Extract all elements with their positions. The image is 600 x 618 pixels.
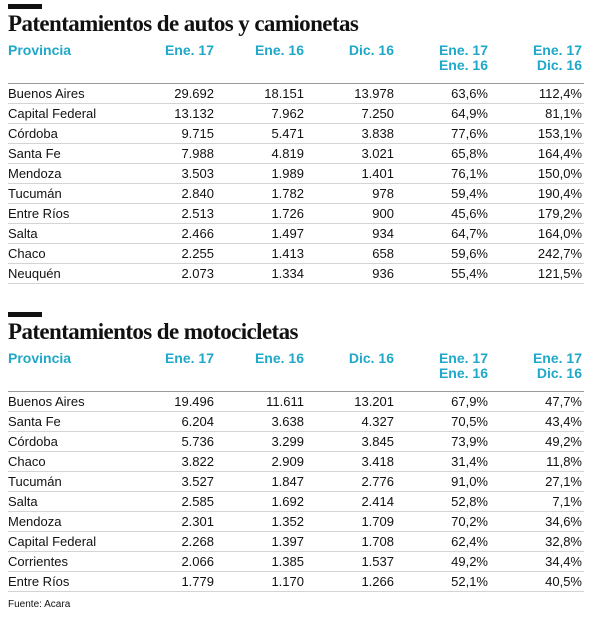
header-var1-line1: Ene. 17 xyxy=(438,42,488,58)
ene16-cell: 1.334 xyxy=(216,264,306,284)
ene17-cell: 3.822 xyxy=(126,452,216,472)
var-dic16-cell: 179,2% xyxy=(490,204,584,224)
table-row xyxy=(8,512,584,532)
header-var2-line1: Ene. 17 xyxy=(532,350,582,366)
header-var1-line2: Ene. 16 xyxy=(438,57,488,73)
ene16-cell: 18.151 xyxy=(216,84,306,104)
var-ene16-cell: 62,4% xyxy=(396,532,490,552)
provincia-cell: Salta xyxy=(8,492,126,512)
var-dic16-cell: 11,8% xyxy=(490,452,584,472)
header-var1-line2: Ene. 16 xyxy=(438,365,488,381)
var-ene16-cell: 73,9% xyxy=(396,432,490,452)
var-ene16-cell: 45,6% xyxy=(396,204,490,224)
provincia-cell: Capital Federal xyxy=(8,532,126,552)
dic16-cell: 1.708 xyxy=(306,532,396,552)
var-ene16-cell: 59,4% xyxy=(396,184,490,204)
ene16-cell: 3.299 xyxy=(216,432,306,452)
table-row xyxy=(8,184,584,204)
ene16-cell: 3.638 xyxy=(216,412,306,432)
dic16-cell: 978 xyxy=(306,184,396,204)
ene16-cell: 2.909 xyxy=(216,452,306,472)
table-row xyxy=(8,492,584,512)
ene17-cell: 29.692 xyxy=(126,84,216,104)
ene16-cell: 1.782 xyxy=(216,184,306,204)
autos-rows xyxy=(8,84,584,284)
dic16-cell: 1.266 xyxy=(306,572,396,592)
header-dic16: Dic. 16 xyxy=(348,350,394,366)
ene16-cell: 1.397 xyxy=(216,532,306,552)
ene16-cell: 1.497 xyxy=(216,224,306,244)
dic16-cell: 934 xyxy=(306,224,396,244)
table-row xyxy=(8,552,584,572)
autos-title: Patentamientos de autos y camionetas xyxy=(8,11,359,36)
var-ene16-cell: 70,2% xyxy=(396,512,490,532)
var-dic16-cell: 242,7% xyxy=(490,244,584,264)
header-provincia: Provincia xyxy=(8,42,72,58)
var-ene16-cell: 67,9% xyxy=(396,392,490,412)
ene16-cell: 5.471 xyxy=(216,124,306,144)
var-ene16-cell: 76,1% xyxy=(396,164,490,184)
ene16-cell: 1.989 xyxy=(216,164,306,184)
section-bar xyxy=(8,4,42,9)
var-ene16-cell: 52,8% xyxy=(396,492,490,512)
var-ene16-cell: 49,2% xyxy=(396,552,490,572)
dic16-cell: 3.418 xyxy=(306,452,396,472)
provincia-cell: Chaco xyxy=(8,244,126,264)
dic16-cell: 658 xyxy=(306,244,396,264)
header-ene16: Ene. 16 xyxy=(254,350,304,366)
dic16-cell: 1.401 xyxy=(306,164,396,184)
header-var1-line1: Ene. 17 xyxy=(438,350,488,366)
ene17-cell: 9.715 xyxy=(126,124,216,144)
header-dic16: Dic. 16 xyxy=(348,42,394,58)
dic16-cell: 1.537 xyxy=(306,552,396,572)
var-ene16-cell: 91,0% xyxy=(396,472,490,492)
var-dic16-cell: 112,4% xyxy=(490,84,584,104)
provincia-cell: Santa Fe xyxy=(8,412,126,432)
ene16-cell: 1.413 xyxy=(216,244,306,264)
dic16-cell: 2.776 xyxy=(306,472,396,492)
ene16-cell: 11.611 xyxy=(216,392,306,412)
var-dic16-cell: 164,4% xyxy=(490,144,584,164)
table-row xyxy=(8,84,584,104)
provincia-cell: Corrientes xyxy=(8,552,126,572)
table-row xyxy=(8,224,584,244)
motos-rows xyxy=(8,392,584,592)
provincia-cell: Salta xyxy=(8,224,126,244)
autos-section xyxy=(8,4,584,284)
ene16-cell: 1.385 xyxy=(216,552,306,572)
ene16-cell: 1.847 xyxy=(216,472,306,492)
var-ene16-cell: 63,6% xyxy=(396,84,490,104)
table-row xyxy=(8,104,584,124)
dic16-cell: 3.838 xyxy=(306,124,396,144)
var-dic16-cell: 190,4% xyxy=(490,184,584,204)
ene17-cell: 3.503 xyxy=(126,164,216,184)
provincia-cell: Entre Ríos xyxy=(8,204,126,224)
ene17-cell: 6.204 xyxy=(126,412,216,432)
table-row xyxy=(8,472,584,492)
provincia-cell: Neuquén xyxy=(8,264,126,284)
provincia-cell: Córdoba xyxy=(8,124,126,144)
ene17-cell: 2.513 xyxy=(126,204,216,224)
var-dic16-cell: 27,1% xyxy=(490,472,584,492)
provincia-cell: Entre Ríos xyxy=(8,572,126,592)
ene17-cell: 13.132 xyxy=(126,104,216,124)
provincia-cell: Capital Federal xyxy=(8,104,126,124)
provincia-cell: Santa Fe xyxy=(8,144,126,164)
var-ene16-cell: 59,6% xyxy=(396,244,490,264)
header-ene17: Ene. 17 xyxy=(164,42,214,58)
table-row xyxy=(8,204,584,224)
dic16-cell: 1.709 xyxy=(306,512,396,532)
ene16-cell: 1.692 xyxy=(216,492,306,512)
var-ene16-cell: 55,4% xyxy=(396,264,490,284)
provincia-cell: Buenos Aires xyxy=(8,84,126,104)
var-dic16-cell: 164,0% xyxy=(490,224,584,244)
header-var-ene17-ene16 xyxy=(396,37,490,84)
source-note: Fuente: Acara xyxy=(8,599,71,610)
var-ene16-cell: 31,4% xyxy=(396,452,490,472)
dic16-cell: 3.845 xyxy=(306,432,396,452)
ene17-cell: 2.585 xyxy=(126,492,216,512)
ene16-cell: 7.962 xyxy=(216,104,306,124)
ene16-cell: 1.726 xyxy=(216,204,306,224)
var-dic16-cell: 34,6% xyxy=(490,512,584,532)
table-row xyxy=(8,244,584,264)
var-ene16-cell: 70,5% xyxy=(396,412,490,432)
ene17-cell: 2.066 xyxy=(126,552,216,572)
dic16-cell: 900 xyxy=(306,204,396,224)
dic16-cell: 2.414 xyxy=(306,492,396,512)
table-row xyxy=(8,392,584,412)
var-dic16-cell: 150,0% xyxy=(490,164,584,184)
header-provincia: Provincia xyxy=(8,350,72,366)
var-ene16-cell: 64,7% xyxy=(396,224,490,244)
var-dic16-cell: 153,1% xyxy=(490,124,584,144)
table-row xyxy=(8,572,584,592)
ene17-cell: 2.073 xyxy=(126,264,216,284)
var-dic16-cell: 121,5% xyxy=(490,264,584,284)
table-row xyxy=(8,124,584,144)
header-ene16: Ene. 16 xyxy=(254,42,304,58)
provincia-cell: Córdoba xyxy=(8,432,126,452)
ene16-cell: 1.170 xyxy=(216,572,306,592)
motos-title: Patentamientos de motocicletas xyxy=(8,319,298,344)
var-dic16-cell: 81,1% xyxy=(490,104,584,124)
provincia-cell: Tucumán xyxy=(8,472,126,492)
var-ene16-cell: 65,8% xyxy=(396,144,490,164)
provincia-cell: Chaco xyxy=(8,452,126,472)
ene17-cell: 7.988 xyxy=(126,144,216,164)
var-dic16-cell: 49,2% xyxy=(490,432,584,452)
provincia-cell: Mendoza xyxy=(8,164,126,184)
var-dic16-cell: 47,7% xyxy=(490,392,584,412)
var-dic16-cell: 43,4% xyxy=(490,412,584,432)
table-row xyxy=(8,432,584,452)
var-dic16-cell: 40,5% xyxy=(490,572,584,592)
table-row xyxy=(8,412,584,432)
provincia-cell: Buenos Aires xyxy=(8,392,126,412)
var-ene16-cell: 64,9% xyxy=(396,104,490,124)
ene17-cell: 2.840 xyxy=(126,184,216,204)
dic16-cell: 13.201 xyxy=(306,392,396,412)
provincia-cell: Tucumán xyxy=(8,184,126,204)
table-row xyxy=(8,144,584,164)
var-dic16-cell: 32,8% xyxy=(490,532,584,552)
table-row xyxy=(8,532,584,552)
ene17-cell: 19.496 xyxy=(126,392,216,412)
dic16-cell: 7.250 xyxy=(306,104,396,124)
section-bar xyxy=(8,312,42,317)
header-var2-line1: Ene. 17 xyxy=(532,42,582,58)
var-dic16-cell: 7,1% xyxy=(490,492,584,512)
motos-section xyxy=(8,312,584,592)
var-ene16-cell: 52,1% xyxy=(396,572,490,592)
table-row xyxy=(8,164,584,184)
dic16-cell: 936 xyxy=(306,264,396,284)
header-var-ene17-dic16 xyxy=(490,37,584,84)
provincia-cell: Mendoza xyxy=(8,512,126,532)
ene17-cell: 2.466 xyxy=(126,224,216,244)
autos-table xyxy=(8,37,584,284)
table-row xyxy=(8,264,584,284)
ene17-cell: 5.736 xyxy=(126,432,216,452)
dic16-cell: 3.021 xyxy=(306,144,396,164)
header-ene17: Ene. 17 xyxy=(164,350,214,366)
dic16-cell: 4.327 xyxy=(306,412,396,432)
ene17-cell: 2.255 xyxy=(126,244,216,264)
ene16-cell: 4.819 xyxy=(216,144,306,164)
ene16-cell: 1.352 xyxy=(216,512,306,532)
ene17-cell: 2.301 xyxy=(126,512,216,532)
table-row xyxy=(8,452,584,472)
header-var2-line2: Dic. 16 xyxy=(536,57,582,73)
header-var2-line2: Dic. 16 xyxy=(536,365,582,381)
ene17-cell: 2.268 xyxy=(126,532,216,552)
motos-table xyxy=(8,345,584,592)
var-dic16-cell: 34,4% xyxy=(490,552,584,572)
ene17-cell: 3.527 xyxy=(126,472,216,492)
var-ene16-cell: 77,6% xyxy=(396,124,490,144)
dic16-cell: 13.978 xyxy=(306,84,396,104)
header-var-ene17-dic16 xyxy=(490,345,584,392)
header-var-ene17-ene16 xyxy=(396,345,490,392)
ene17-cell: 1.779 xyxy=(126,572,216,592)
